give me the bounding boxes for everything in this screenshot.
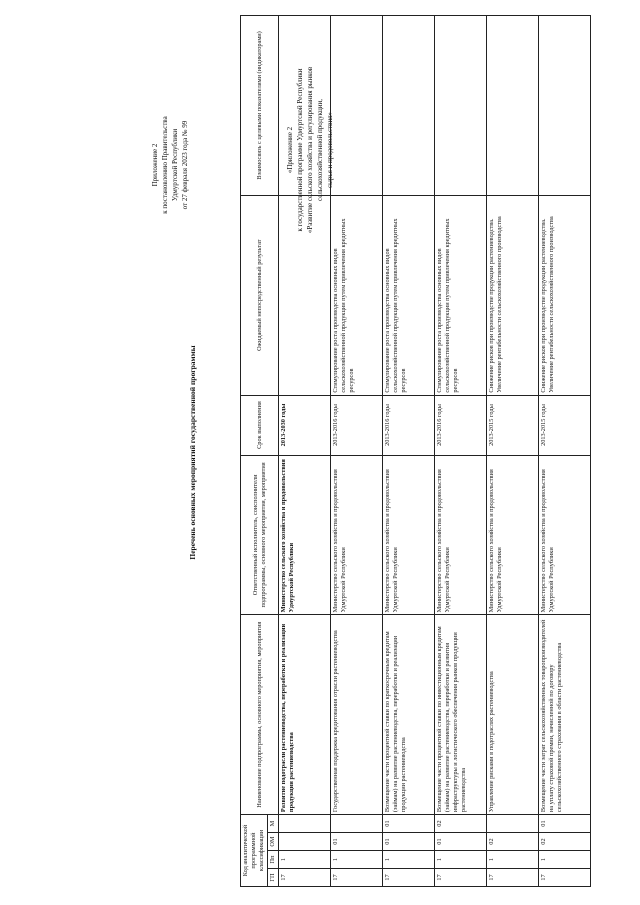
cell-pp: 1 xyxy=(435,851,487,869)
cell-om: 01 xyxy=(435,833,487,851)
cell-m: 02 xyxy=(435,815,487,833)
appendix-line: к государственной программе Удмуртской Республики xyxy=(296,68,304,232)
cell-name: Развитие подотрасли растениеводства, переработки и реализации продукции растениеводства xyxy=(279,615,331,815)
cell-term: 2013-2016 годы xyxy=(331,395,383,455)
appendix-line: от 27 февраля 2023 года № 99 xyxy=(181,120,189,210)
code-group-header: Код аналитической программной классификации xyxy=(241,815,268,887)
cell-pp: 1 xyxy=(331,851,383,869)
cell-pp: 1 xyxy=(279,851,331,869)
cell-om: 02 xyxy=(487,833,539,851)
executor-header: Ответственный исполнитель, соисполнители подпрограммы, основного мероприятия, мероприятия xyxy=(241,455,279,615)
cell-name: Управление рисками в подотраслях растениеводства xyxy=(487,615,539,815)
cell-result: Снижение рисков при производстве продукции растениеводства. Увеличение рентабельности сельскохозяйственного производства xyxy=(539,195,591,395)
cell-name: Возмещение части затрат сельскохозяйственных товаропроизводителей на уплату страховой премии, начисленной по договору сельскохозяйственного страхования в области растениеводства xyxy=(539,615,591,815)
cell-gp: 17 xyxy=(383,869,435,887)
cell-om xyxy=(279,833,331,851)
cell-om: 01 xyxy=(331,833,383,851)
appendix-line: Приложение 2 xyxy=(151,143,159,187)
cell-relation xyxy=(331,16,383,196)
cell-executor: Министерство сельского хозяйства и продовольствия Удмуртской Республики xyxy=(435,455,487,615)
cell-name: Государственная поддержка кредитования отрасли растениеводства xyxy=(331,615,383,815)
appendix-line: «Развитие сельского хозяйства и регулирования рынков xyxy=(306,66,314,234)
relation-header: Взаимосвязь с целевыми показателями (индикаторами) xyxy=(241,16,279,196)
cell-pp: 1 xyxy=(487,851,539,869)
cell-term: 2013-2016 годы xyxy=(383,395,435,455)
appendix-line: сырья и продовольствия» xyxy=(326,112,334,188)
cell-term: 2013-2015 годы xyxy=(539,395,591,455)
cell-result: Стимулирование роста производства основных видов сельскохозяйственной продукции путем привлечения кредитных ресурсов xyxy=(435,195,487,395)
cell-om: 02 xyxy=(539,833,591,851)
appendix-header xyxy=(150,65,190,265)
cell-gp: 17 xyxy=(331,869,383,887)
document-title: Перечень основных мероприятий государственной программы xyxy=(188,345,197,560)
cell-term: 2013-2015 годы xyxy=(487,395,539,455)
cell-m xyxy=(279,815,331,833)
cell-pp: 1 xyxy=(539,851,591,869)
cell-term: 2013-2030 годы xyxy=(279,395,331,455)
cell-executor: Министерство сельского хозяйства и продовольствия Удмуртской Республики xyxy=(383,455,435,615)
cell-result: Стимулирование роста производства основных видов сельскохозяйственной продукции путем привлечения кредитных ресурсов xyxy=(331,195,383,395)
cell-relation xyxy=(487,16,539,196)
table-row xyxy=(279,16,331,887)
cell-gp: 17 xyxy=(487,869,539,887)
cell-executor: Министерство сельского хозяйства и продовольствия Удмуртской Республики xyxy=(487,455,539,615)
cell-executor: Министерство сельского хозяйства и продовольствия Удмуртской Республики xyxy=(539,455,591,615)
cell-gp: 17 xyxy=(435,869,487,887)
result-header: Ожидаемый непосредственный результат xyxy=(241,195,279,395)
measures-table xyxy=(240,15,591,887)
cell-name: Возмещение части процентной ставки по инвестиционным кредитам (займам) на развитие растениеводства, переработки и развития инфраструктуры и логистического обеспечения рынков продукции растениеводства xyxy=(435,615,487,815)
cell-executor: Министерство сельского хозяйства и продовольствия Удмуртской Республики xyxy=(331,455,383,615)
cell-m: 01 xyxy=(383,815,435,833)
cell-relation xyxy=(279,16,331,196)
table-row xyxy=(539,16,591,887)
table-row xyxy=(383,16,435,887)
gp-header: ГП xyxy=(268,869,279,887)
table-row xyxy=(487,16,539,887)
cell-relation xyxy=(539,16,591,196)
appendix-line: Удмуртской Республики xyxy=(171,128,179,202)
cell-term: 2013-2016 годы xyxy=(435,395,487,455)
appendix-line: «Приложение 2 xyxy=(286,126,294,174)
cell-m: 01 xyxy=(539,815,591,833)
table-body xyxy=(279,16,591,887)
cell-om: 01 xyxy=(383,833,435,851)
pp-header: Пп xyxy=(268,851,279,869)
cell-gp: 17 xyxy=(279,869,331,887)
m-header: М xyxy=(268,815,279,833)
cell-pp: 1 xyxy=(383,851,435,869)
appendix-line: сельскохозяйственной продукции, xyxy=(316,99,324,201)
cell-m xyxy=(487,815,539,833)
om-header: ОМ xyxy=(268,833,279,851)
cell-m xyxy=(331,815,383,833)
cell-executor: Министерство сельского хозяйства и продовольствия Удмуртской Республики xyxy=(279,455,331,615)
table-row xyxy=(331,16,383,887)
appendix-line: к постановлению Правительства xyxy=(161,116,169,214)
cell-result: Снижение рисков при производстве продукции растениеводства. Увеличение рентабельности сельскохозяйственного производства xyxy=(487,195,539,395)
cell-result xyxy=(279,195,331,395)
table-row xyxy=(435,16,487,887)
name-header: Наименование подпрограммы, основного мероприятия, мероприятия xyxy=(241,615,279,815)
cell-relation xyxy=(383,16,435,196)
cell-result: Стимулирование роста производства основных видов сельскохозяйственной продукции путем привлечения кредитных ресурсов xyxy=(383,195,435,395)
cell-gp: 17 xyxy=(539,869,591,887)
term-header: Срок выполнения xyxy=(241,395,279,455)
cell-relation xyxy=(435,16,487,196)
cell-name: Возмещение части процентной ставки по краткосрочным кредитам (займам) на развитие растениеводства, переработки и реализации продукции растениеводства xyxy=(383,615,435,815)
